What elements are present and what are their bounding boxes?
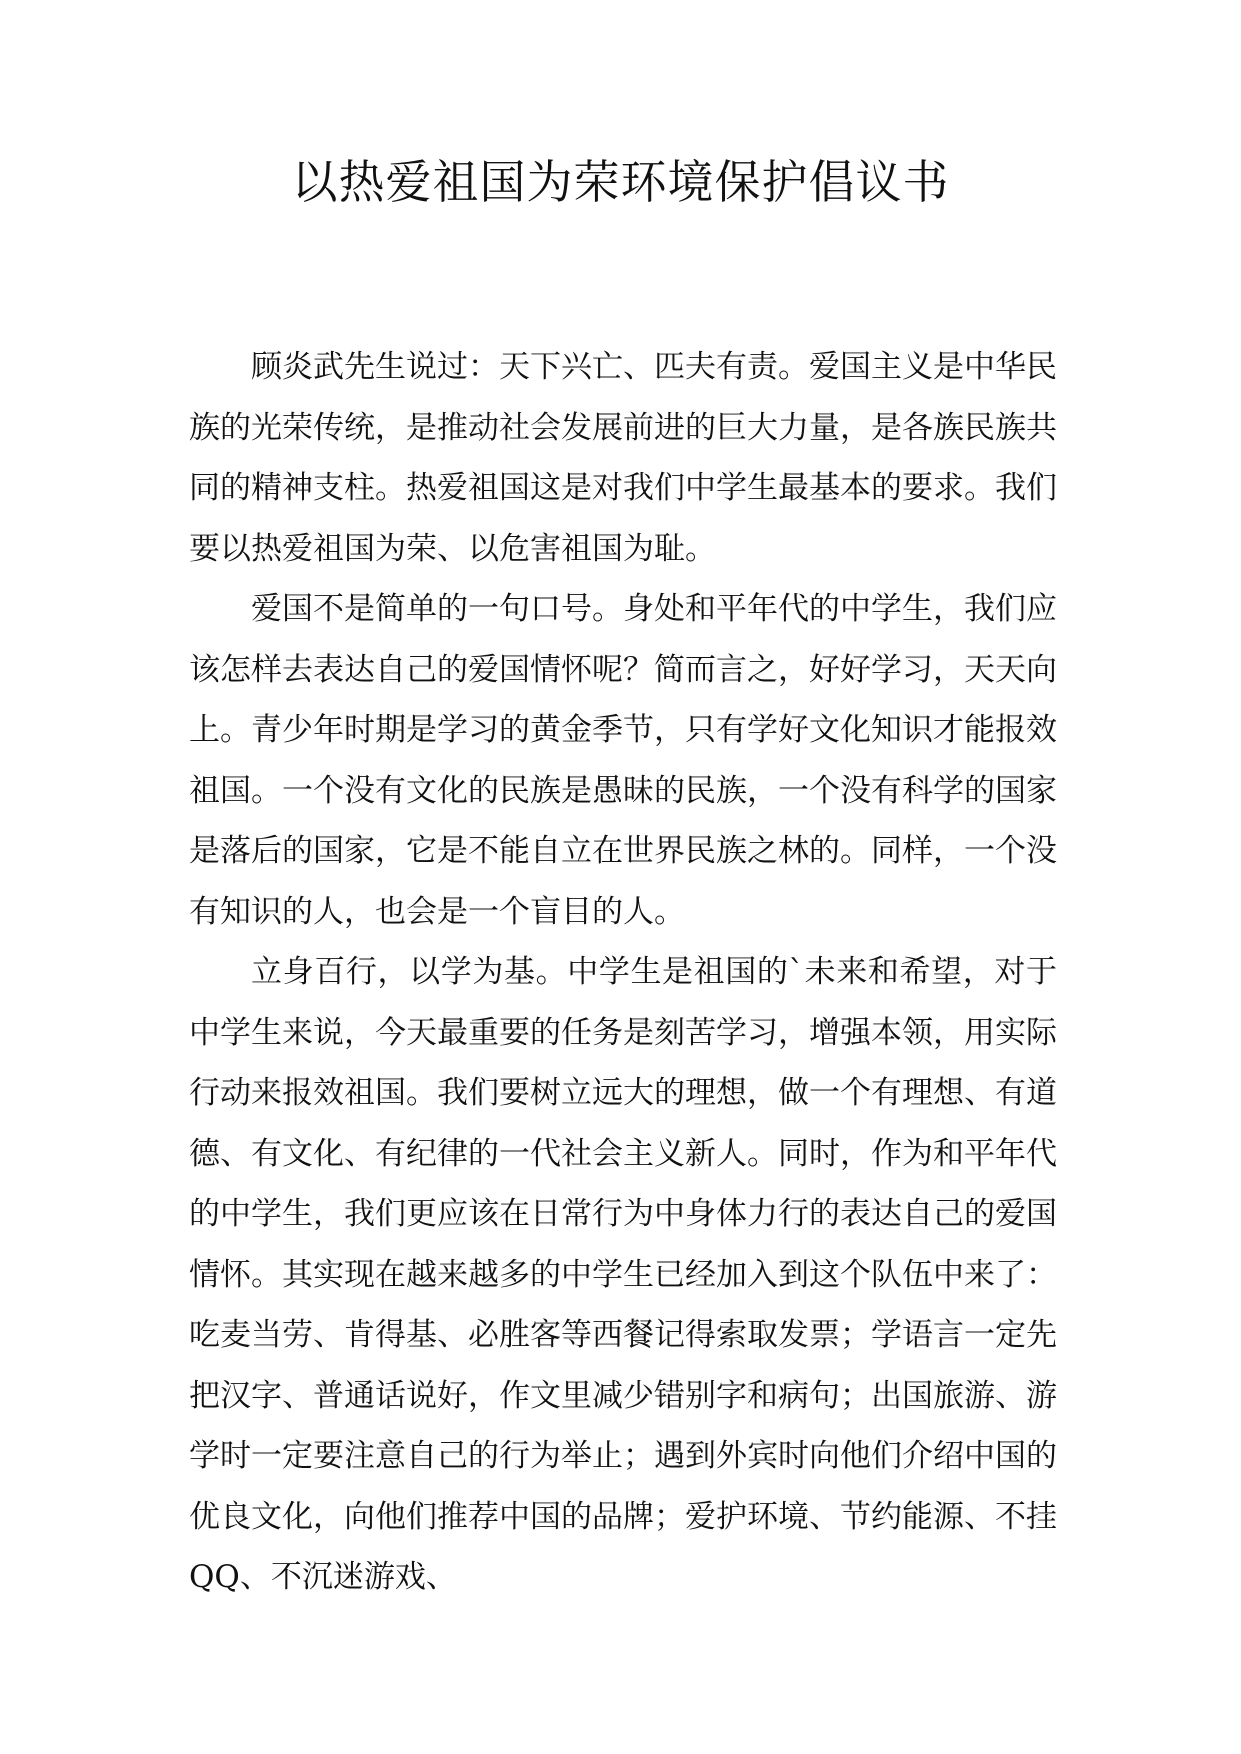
- paragraph-3: 立身百行，以学为基。中学生是祖国的`未来和希望，对于中学生来说，今天最重要的任务是刻苦学习，增强本领，用实际行动来报效祖国。我们要树立远大的理想，做一个有理想、有道德、有文化、有纪律的一代社会主义新人。同时，作为和平年代的中学生，我们更应该在日常行为中身体力行的表达自己的爱国情怀。其实现在越来越多的中学生已经加入到这个队伍中来了：吃麦当劳、肯得基、必胜客等西餐记得索取发票；学语言一定先把汉字、普通话说好，作文里减少错别字和病句；出国旅游、游学时一定要注意自己的行为举止；遇到外宾时向他们介绍中国的优良文化，向他们推荐中国的品牌；爱护环境、节约能源、不挂QQ、不沉迷游戏、: [189, 954, 1057, 1595]
- document-title: 以热爱祖国为荣环境保护倡议书: [291, 155, 950, 209]
- paragraph-2: 爱国不是简单的一句口号。身处和平年代的中学生，我们应该怎样去表达自己的爱国情怀呢？简而言之，好好学习，天天向上。青少年时期是学习的黄金季节，只有学好文化知识才能报效祖国。一个没有文化的民族是愚昧的民族，一个没有科学的国家是落后的国家，它是不能自立在世界民族之林的。同样，一个没有知识的人，也会是一个盲目的人。: [189, 591, 1057, 930]
- document-body: [189, 337, 1057, 1608]
- paragraph-1: 顾炎武先生说过：天下兴亡、匹夫有责。爱国主义是中华民族的光荣传统，是推动社会发展前进的巨大力量，是各族民族共同的精神支柱。热爱祖国这是对我们中学生最基本的要求。我们要以热爱祖国为荣、以危害祖国为耻。: [189, 349, 1057, 567]
